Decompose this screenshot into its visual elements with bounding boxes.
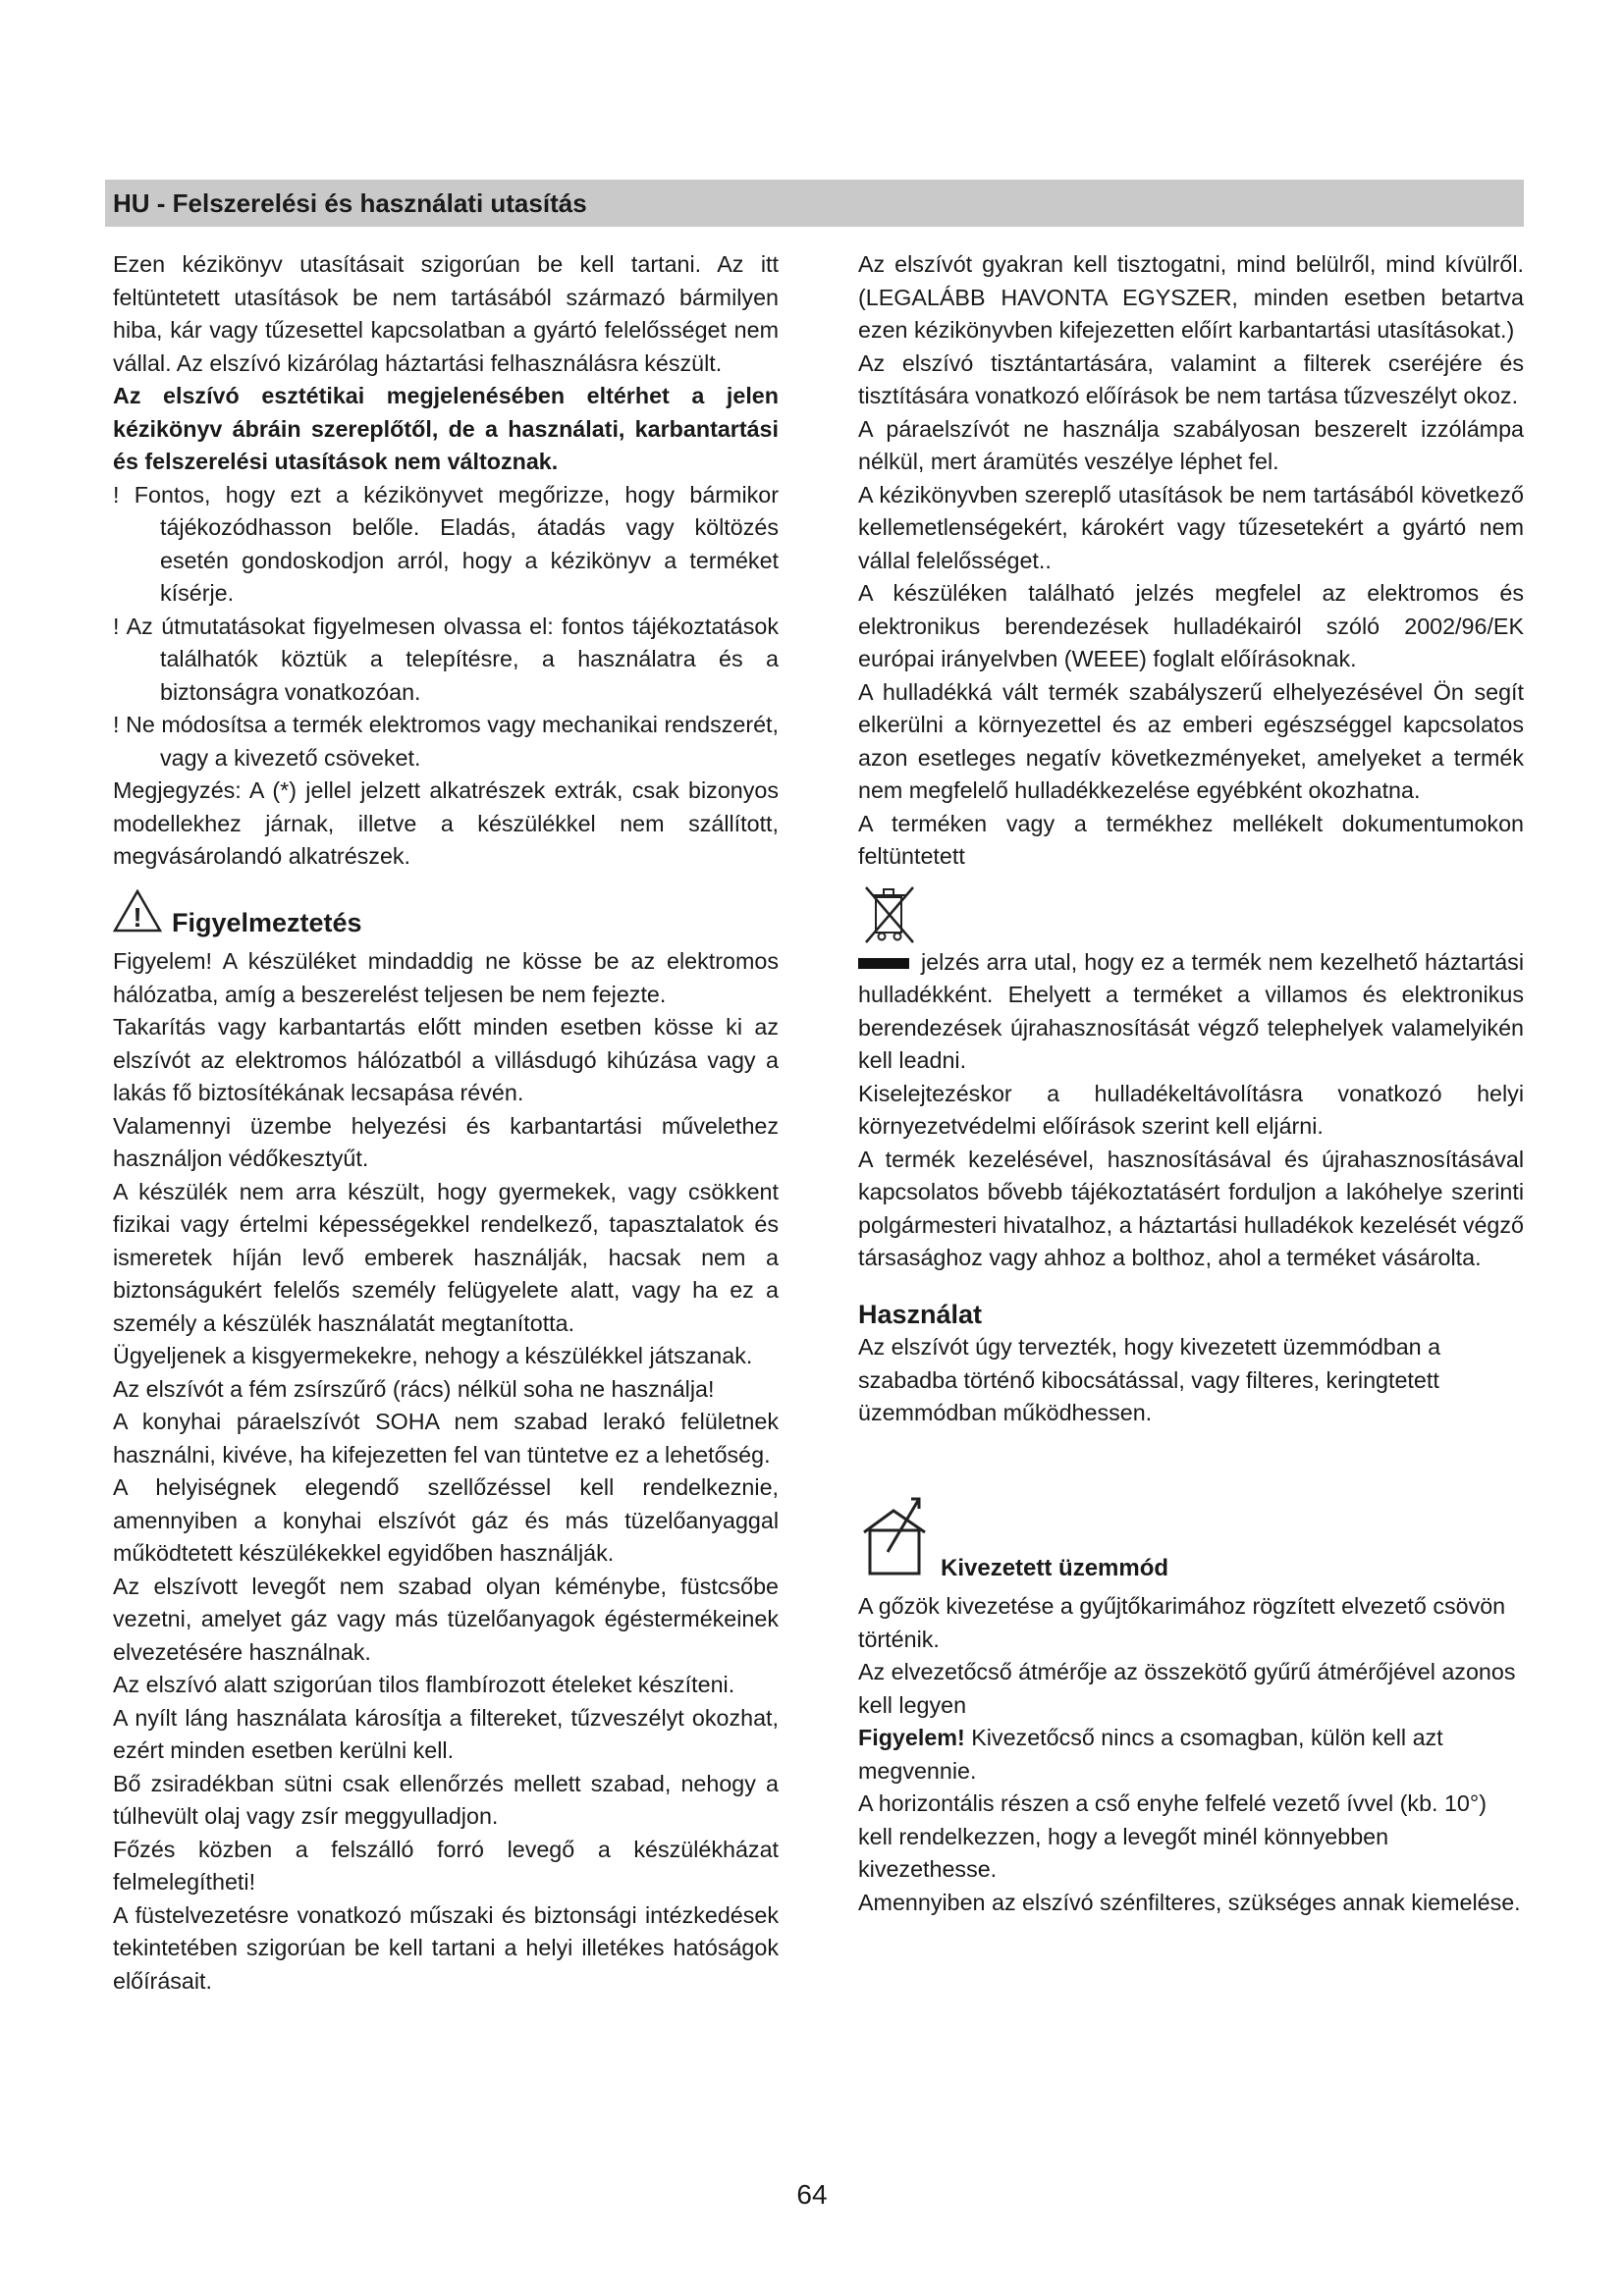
weee-bar-icon [858,958,909,969]
warning-title: Figyelmeztetés [172,907,362,937]
warning-triangle-icon [113,889,162,942]
bullet-item: ! Ne módosítsa a termék elektromos vagy mechanikai rendszerét, vagy a kivezető csöveket. [113,712,779,771]
warning-paragraph: Figyelem! A készüléket mindaddig ne kösse be az elektromos hálózatba, amíg a beszerelést teljesen be nem fejezte. [113,948,779,1007]
weee-paragraph: A hulladékká vált termék szabályszerű elhelyezésével Ön segít elkerülni a környezettel és az emberi egészséggel kapcsolatos azon esetleges negatív következményeket, amelyeket a termék nem megfelelő hulladékkezelése egyébként okozhatna. [858,678,1524,803]
section-header-bar [105,180,1524,227]
left-column [113,248,779,1998]
ducted-text: Kivezetőcső nincs a csomagban, külön kell azt megvennie. [858,1725,1443,1784]
maintenance-paragraph: A páraelszívót ne használja szabályosan beszerelt izzólámpa nélkül, mert áramütés veszélye léphet fel. [858,415,1524,474]
ducted-paragraph: Az elvezetőcső átmérője az összekötő gyűrű átmérőjével azonos kell legyen [858,1659,1516,1718]
warning-paragraph: A konyhai páraelszívót SOHA nem szabad lerakó felületnek használni, kivéve, ha kifejezetten fel van tüntetve ez a lehetőség. [113,1409,779,1468]
maintenance-paragraph: Az elszívót gyakran kell tisztogatni, mind belülről, mind kívülről. (LEGALÁBB HAVONTA EGYSZER, minden esetben betartva ezen kézikönyvben kifejezetten előírt karbantartási utasításokat.) [858,251,1524,343]
warning-paragraph: Az elszívó alatt szigorúan tilos flambírozott ételeket készíteni. [113,1672,735,1697]
section-title: HU - Felszerelési és használati utasítás [113,188,587,218]
note-paragraph: Megjegyzés: A (*) jellel jelzett alkatrészek extrák, csak bizonyos modellekhez járnak, illetve a készülékkel nem szállított, megvásárolandó alkatrészek. [113,777,779,869]
ducted-mode-icon [858,1493,931,1587]
ducted-title: Kivezetett üzemmód [941,1554,1169,1581]
weee-paragraph: Kiselejtezéskor a hulladékeltávolításra vonatkozó helyi környezetvédelmi előírások szerint kell eljárni. [858,1080,1524,1139]
ducted-heading [858,1493,1524,1587]
warning-paragraph: A helyiségnek elegendő szellőzéssel kell rendelkeznie, amennyiben a konyhai elszívót gáz és más tüzelőanyaggal működtetett készülékekkel egyidőben használják. [113,1474,779,1566]
warning-heading [113,889,779,942]
usage-paragraph: Az elszívót úgy tervezték, hogy kivezetett üzemmódban a szabadba történő kibocsátással, vagy filteres, keringtetett üzemmódban működhessen. [858,1334,1441,1425]
bullet-item: ! Az útmutatásokat figyelmesen olvassa el: fontos tájékoztatások találhatók köztük a telepítésre, a használatra és a biztonságra vonatkozóan. [113,613,779,705]
attention-label: Figyelem! [858,1725,965,1750]
maintenance-paragraph: A kézikönyvben szereplő utasítások be nem tartásából következő kellemetlenségekért, károkért vagy tűzesetekért a gyártó nem vállal felelősséget.. [858,481,1524,573]
usage-title: Használat [858,1299,983,1329]
maintenance-paragraph: Az elszívó tisztántartására, valamint a filterek cseréjére és tisztítására vonatkozó előírások be nem tartása tűzveszélyt okoz. [858,349,1524,408]
weee-paragraph: A termék kezelésével, hasznosításával és újrahasznosításával kapcsolatos bővebb tájékoztatásért forduljon a lakóhelye szerinti polgármesteri hivatalhoz, a háztartási hulladékok kezelését végző társasághoz vagy ahhoz a bolthoz, ahol a terméket vásárolta. [858,1146,1524,1270]
svg-text:!: ! [133,901,142,933]
weee-paragraph: A terméken vagy a termékhez mellékelt dokumentumokon feltüntetett [858,810,1524,869]
warning-paragraph: Az elszívót a fém zsírszűrő (rács) nélkül soha ne használja! [113,1375,715,1402]
weee-text: jelzés arra utal, hogy ez a termék nem kezelhető háztartási hulladékként. Ehelyett a terméket a villamos és elektronikus berendezések újrahasznosítását végző telephelyek valamelyikén kell leadni. [858,948,1524,1073]
ducted-paragraph: A horizontális részen a cső enyhe felfelé vezető ívvel (kb. 10°) kell rendelkezzen, hogy a levegőt minél könnyebben kivezethesse. [858,1790,1487,1882]
right-column [858,248,1524,1919]
crossed-bin-icon [862,883,921,946]
bold-note: Az elszívó esztétikai megjelenésében eltérhet a jelen kézikönyv ábráin szereplőtől, de a használati, karbantartási és felszerelési utasítások nem változnak. [113,383,779,474]
warning-paragraph: Főzés közben a felszálló forró levegő a készülékházat felmelegítheti! [113,1836,779,1895]
warning-paragraph: A készülék nem arra készült, hogy gyermekek, vagy csökkent fizikai vagy értelmi képességekkel rendelkező, tapasztalatok és ismeretek híján levő emberek használják, hacsak nem a biztonságukért felelős személy felügyelete alatt, vagy ha ez a személy a készülék használatát megtanította. [113,1178,779,1336]
warning-paragraph: Az elszívott levegőt nem szabad olyan kéménybe, füstcsőbe vezetni, amelyet gáz vagy más tüzelőanyagok égéstermékeinek elvezetésére használnak. [113,1573,779,1665]
warning-paragraph: A nyílt láng használata károsítja a filtereket, tűzveszélyt okozhat, ezért minden esetben kerülni kell. [113,1704,779,1763]
warning-paragraph: Takarítás vagy karbantartás előtt minden esetben kösse ki az elszívót az elektromos hálózatból a villásdugó kihúzása vagy a lakás fő biztosítékának lecsapása révén. [113,1014,779,1105]
weee-symbol [862,883,1524,946]
weee-paragraph: A készüléken található jelzés megfelel az elektromos és elektronikus berendezések hulladékairól szóló 2002/96/EK európai irányelvben (WEEE) foglalt előírásoknak. [858,580,1524,671]
ducted-paragraph: Amennyiben az elszívó szénfilteres, szükséges annak kiemelése. [858,1889,1521,1915]
page-number: 64 [796,2179,828,2210]
ducted-paragraph [858,1722,1524,1788]
bullet-item: ! Fontos, hogy ezt a kézikönyvet megőrizze, hogy bármikor tájékozódhasson belőle. Eladás, átadás vagy költözés esetén gondoskodjon arról, hogy a kézikönyv a terméket kísérje. [113,481,779,606]
warning-paragraph: Bő zsiradékban sütni csak ellenőrzés mellett szabad, nehogy a túlhevült olaj vagy zsír meggyulladjon. [113,1770,779,1829]
intro-paragraph: Ezen kézikönyv utasításait szigorúan be kell tartani. Az itt feltüntetett utasítások be nem tartásából származó bármilyen hiba, kár vagy tűzesettel kapcsolatban a gyártó felelősséget nem vállal. Az elszívó kizárólag háztartási felhasználásra készült. [113,251,779,376]
warning-paragraph: Valamennyi üzembe helyezési és karbantartási művelethez használjon védőkesztyűt. [113,1112,779,1171]
warning-paragraph: Ügyeljenek a kisgyermekekre, nehogy a készülékkel játszanak. [113,1343,753,1368]
weee-paragraph [858,946,1524,1078]
warning-paragraph: A füstelvezetésre vonatkozó műszaki és biztonsági intézkedések tekintetében szigorúan be kell tartani a helyi illetékes hatóságok előírásait. [113,1901,779,1994]
ducted-paragraph: A gőzök kivezetése a gyűjtőkarimához rögzített elvezető csövön történik. [858,1593,1506,1652]
